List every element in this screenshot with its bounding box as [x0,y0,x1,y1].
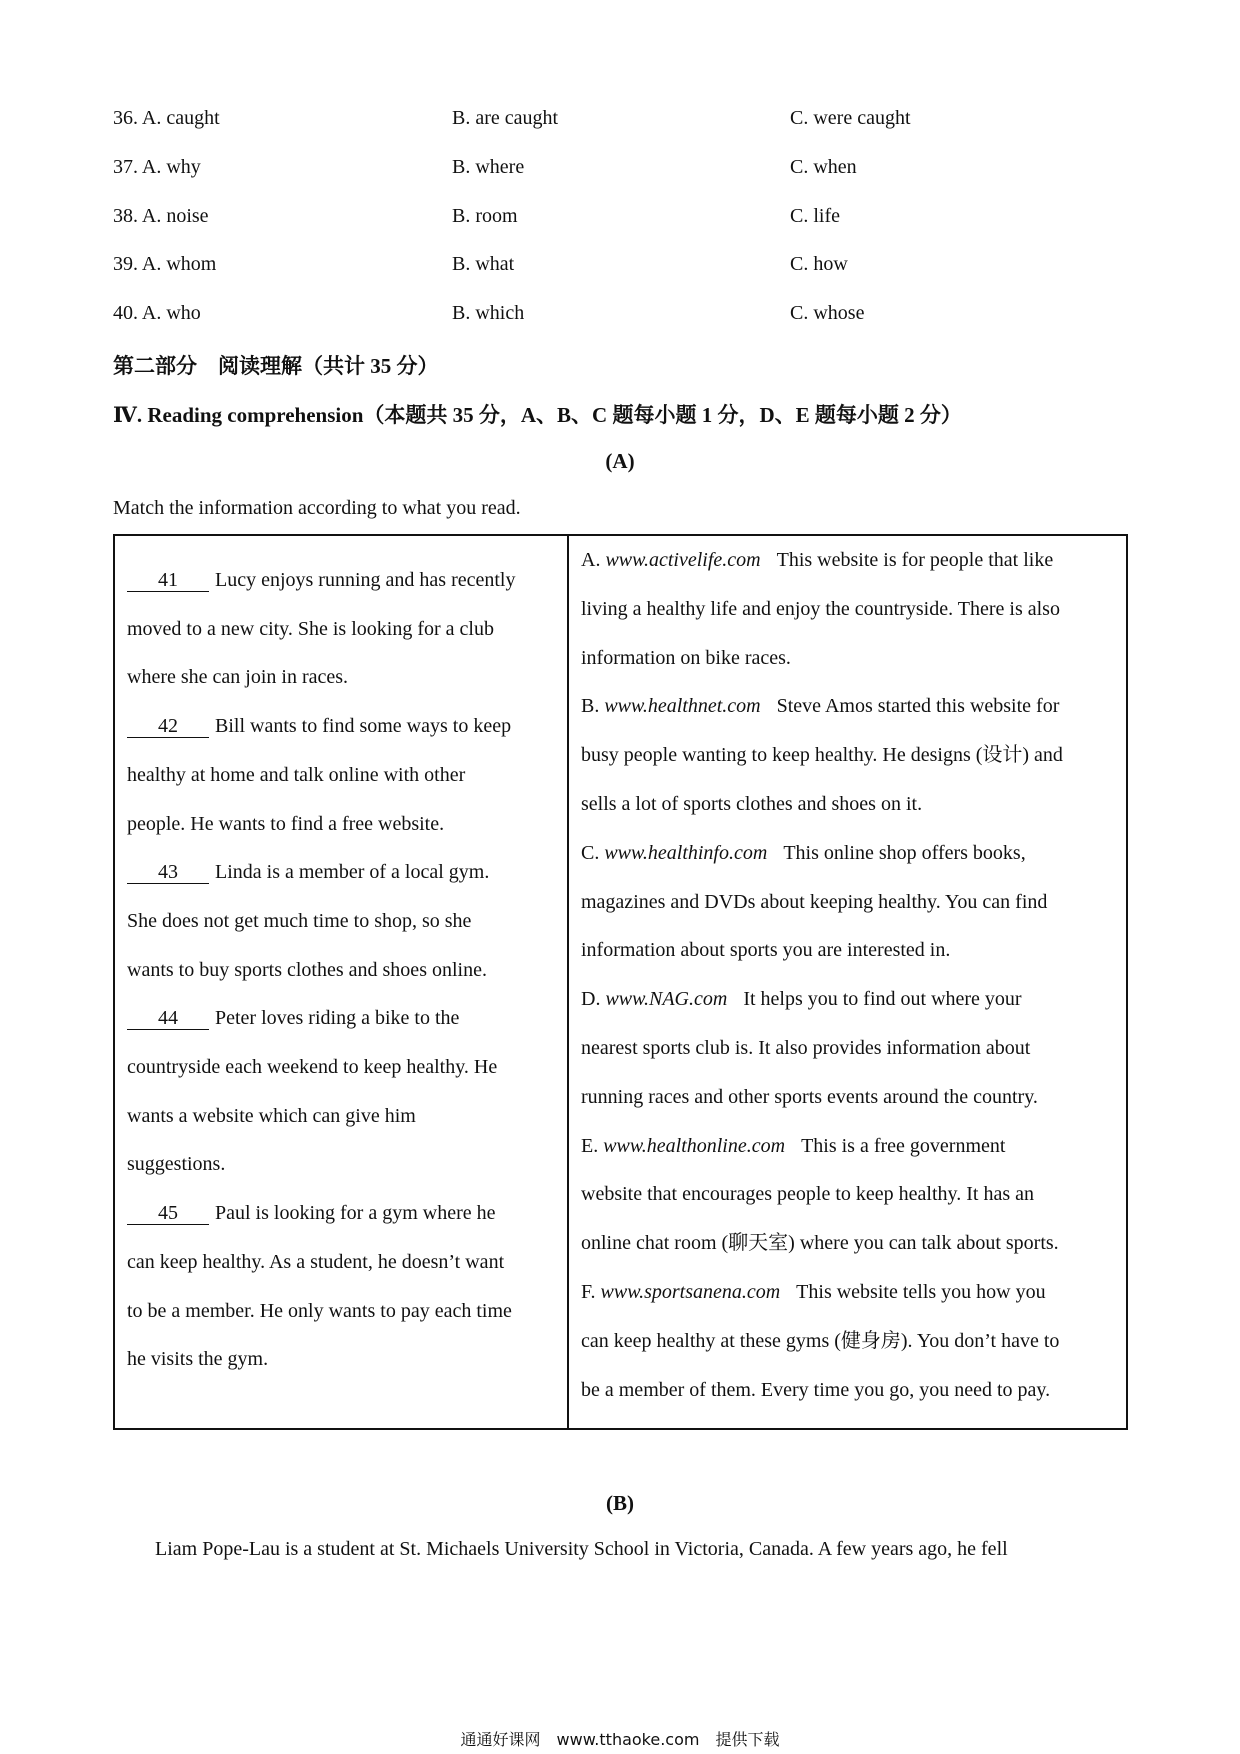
option-a: 36. A. caught [113,107,220,129]
person-item-first-line: 43 Linda is a member of a local gym. [127,848,555,897]
section-a-label: (A) [605,449,635,473]
website-line: nearest sports club is. It also provides information about [581,1036,1031,1059]
website-line: living a healthy life and enjoy the countryside. There is also [581,597,1060,620]
person-item-first-line: 42 Bill wants to find some ways to keep [127,702,555,751]
person-line: where she can join in races. [127,666,349,689]
page-footer: 通通好课网 www.tthaoke.com 提供下载 [460,1730,780,1749]
matching-table [113,534,1128,1430]
website-item-first-line: A. www.activelife.com This website is for people that like [581,549,1054,571]
section-heading: Ⅳ. Reading comprehension（本题共 35 分，A、B、C 题每小题 1 分，D、E 题每小题 2 分） [113,403,962,427]
option-row-36 [0,107,1240,147]
option-row-39 [0,253,1240,293]
people-column [115,536,569,1428]
website-line: information about sports you are interested in. [581,939,951,962]
option-b: B. what [452,253,515,275]
person-line: moved to a new city. She is looking for a club [127,617,494,640]
website-item-first-line: F. www.sportsanena.com This website tells you how you [581,1280,1046,1303]
website-item-first-line: B. www.healthnet.com Steve Amos started this website for [581,695,1060,718]
option-c: C. were caught [790,107,911,129]
website-line: website that encourages people to keep healthy. It has an [581,1183,1034,1206]
website-line: busy people wanting to keep healthy. He designs (设计) and [581,744,1063,767]
website-url: www.NAG.com [605,988,728,1011]
person-line: to be a member. He only wants to pay each time [127,1299,512,1322]
website-url: www.healthnet.com [604,695,761,718]
person-line: people. He wants to find a free website. [127,812,445,835]
section-b-paragraph: Liam Pope-Lau is a student at St. Michaels University School in Victoria, Canada. A few years ago, he fell [155,1538,1008,1560]
website-line: sells a lot of sports clothes and shoes on it. [581,792,923,815]
answer-blank[interactable]: 44 [127,1007,209,1030]
option-b: B. which [452,302,525,324]
answer-blank[interactable]: 43 [127,861,209,884]
person-line: he visits the gym. [127,1348,269,1371]
website-item-first-line: E. www.healthonline.com This is a free government [581,1134,1006,1157]
person-line: healthy at home and talk online with other [127,763,466,786]
option-b: B. where [452,156,525,178]
option-row-38 [0,205,1240,245]
website-url: www.sportsanena.com [600,1280,781,1303]
person-item-first-line: 44 Peter loves riding a bike to the [127,994,555,1043]
option-row-40 [0,302,1240,342]
person-line: She does not get much time to shop, so she [127,909,472,932]
answer-blank[interactable]: 45 [127,1202,209,1225]
person-line: can keep healthy. As a student, he doesn’t want [127,1250,505,1273]
option-b: B. room [452,205,518,227]
website-url: www.healthonline.com [603,1134,786,1157]
website-line: can keep healthy at these gyms (健身房). You don’t have to [581,1329,1060,1352]
option-c: C. life [790,205,840,227]
answer-blank[interactable]: 42 [127,715,209,738]
part-two-heading: 第二部分 阅读理解（共计 35 分） [113,354,439,378]
website-line: online chat room (聊天室) where you can talk about sports. [581,1232,1059,1255]
section-b-label: (B) [606,1491,634,1515]
option-a: 40. A. who [113,302,201,324]
website-url: www.healthinfo.com [604,841,768,864]
website-line: information on bike races. [581,646,791,669]
person-line: countryside each weekend to keep healthy. He [127,1056,498,1079]
option-c: C. when [790,156,857,178]
person-line: wants to buy sports clothes and shoes online. [127,958,487,981]
instruction: Match the information according to what you read. [113,497,521,519]
website-url: www.activelife.com [605,549,761,571]
person-line: suggestions. [127,1153,226,1176]
person-line: wants a website which can give him [127,1104,416,1127]
person-item-first-line: 45 Paul is looking for a gym where he [127,1189,555,1238]
website-line: running races and other sports events around the country. [581,1085,1038,1108]
option-c: C. whose [790,302,865,324]
website-item-first-line: D. www.NAG.com It helps you to find out where your [581,988,1022,1011]
option-a: 37. A. why [113,156,201,178]
option-row-37 [0,156,1240,196]
website-line: be a member of them. Every time you go, you need to pay. [581,1378,1051,1401]
option-a: 39. A. whom [113,253,217,275]
website-item-first-line: C. www.healthinfo.com This online shop offers books, [581,841,1026,864]
option-a: 38. A. noise [113,205,209,227]
answer-blank[interactable]: 41 [127,569,209,592]
option-c: C. how [790,253,848,275]
person-item-first-line: 41 Lucy enjoys running and has recently [127,556,555,605]
websites-column [569,536,1126,1428]
option-b: B. are caught [452,107,559,129]
website-line: magazines and DVDs about keeping healthy. You can find [581,890,1048,913]
